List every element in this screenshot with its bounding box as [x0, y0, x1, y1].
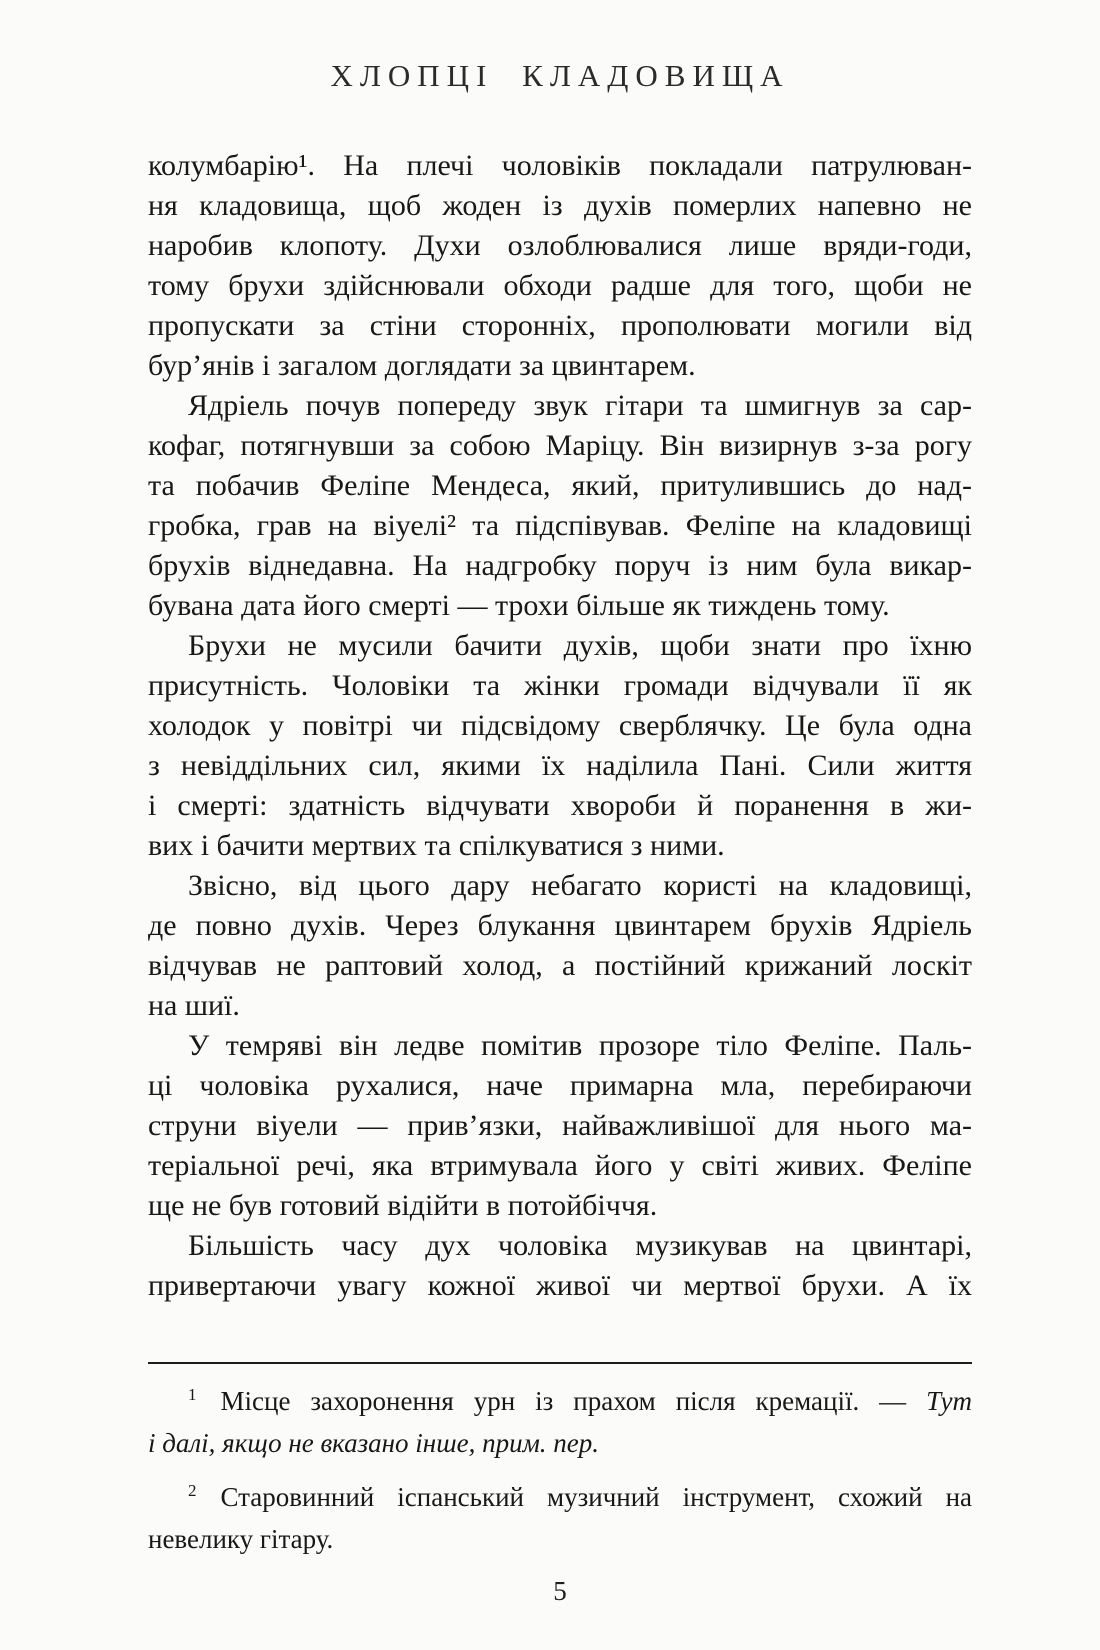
text-segment: колумбарію¹. На плечі чоловіків покладали патрулюван-: [148, 149, 972, 182]
body-line: [148, 466, 972, 506]
text-segment: ня кладовища, щоб жоден із духів померлих напевно не: [148, 189, 972, 222]
footnote-line: [148, 1422, 972, 1464]
text-segment: вих і бачити мертвих та спілкуватися з ними.: [148, 829, 725, 862]
text-segment: бувана дата його смерті — трохи більше як тиждень тому.: [148, 589, 890, 622]
text-segment: та побачив Феліпе Мендеса, який, притулившись до над-: [148, 469, 972, 502]
body-line: [148, 346, 972, 386]
body-line: [148, 186, 972, 226]
text-segment: гробка, грав на віуелі² та підспівував. Феліпе на кладовищі: [148, 509, 972, 542]
body-line: [148, 946, 972, 986]
body-line: [148, 866, 972, 906]
footnote-divider: [148, 1362, 972, 1364]
body-line: [148, 506, 972, 546]
body-line: [148, 1266, 972, 1306]
body-line: [148, 226, 972, 266]
footnote: [148, 1476, 972, 1560]
body-line: [148, 586, 972, 626]
text-segment: тому брухи здійснювали обходи радше для того, щоби не: [148, 269, 972, 302]
text-segment: кофаг, потягнувши за собою Маріцу. Він визирнув з-за рогу: [148, 429, 972, 462]
text-segment: привертаючи увагу кожної живої чи мертвої брухи. А їх: [148, 1269, 972, 1302]
body-line: [148, 306, 972, 346]
footnote-line: [148, 1380, 972, 1422]
body-line: [148, 1146, 972, 1186]
text-segment: відчував не раптовий холод, а постійний крижаний лоскіт: [148, 949, 972, 982]
text-segment: і смерті: здатність відчувати хвороби й поранення в жи-: [148, 789, 972, 822]
body-line: [148, 706, 972, 746]
text-segment: на шиї.: [148, 989, 240, 1022]
body-line: [148, 1226, 972, 1266]
body-text: [148, 146, 972, 1306]
running-header: ХЛОПЦІ КЛАДОВИЩА: [330, 58, 790, 93]
footnote-line: [148, 1476, 972, 1518]
body-line: [148, 626, 972, 666]
text-segment: Брухи не мусили бачити духів, щоби знати про їхню: [188, 629, 972, 662]
text-segment: наробив клопоту. Духи озлоблювалися лише вряди-годи,: [148, 229, 972, 262]
footnote-marker: 2: [188, 1481, 197, 1500]
body-line: [148, 546, 972, 586]
text-segment: теріальної речі, яка втримувала його у світі живих. Феліпе: [148, 1149, 972, 1182]
text-segment: невелику гітару.: [148, 1524, 334, 1554]
body-line: [148, 786, 972, 826]
text-segment: з невіддільних сил, якими їх наділила Пані. Сили життя: [148, 749, 972, 782]
body-line: [148, 146, 972, 186]
body-line: [148, 746, 972, 786]
body-line: [148, 666, 972, 706]
body-line: [148, 426, 972, 466]
body-line: [148, 266, 972, 306]
body-line: [148, 386, 972, 426]
footnotes-section: [148, 1380, 972, 1560]
text-segment: Тут: [926, 1386, 972, 1416]
text-segment: пропускати за стіни сторонніх, прополювати могили від: [148, 309, 972, 342]
text-segment: У темряві він ледве помітив прозоре тіло Феліпе. Паль-: [188, 1029, 972, 1062]
text-segment: струни віуели — прив’язки, найважливішої для нього ма-: [148, 1109, 972, 1142]
footnote: [148, 1380, 972, 1464]
text-segment: ці чоловіка рухалися, наче примарна мла, перебираючи: [148, 1069, 972, 1102]
body-line: [148, 1106, 972, 1146]
footnote-marker: 1: [188, 1385, 197, 1404]
body-line: [148, 826, 972, 866]
body-line: [148, 1026, 972, 1066]
text-segment: де повно духів. Через блукання цвинтарем брухів Ядріель: [148, 909, 972, 942]
text-segment: Місце захоронення урн із прахом після кремації. —: [220, 1386, 927, 1416]
text-segment: холодок у повітрі чи підсвідому сверблячку. Це була одна: [148, 709, 972, 742]
body-line: [148, 1186, 972, 1226]
footnote-line: [148, 1518, 972, 1560]
text-segment: і далі, якщо не вказано інше, прим. пер.: [148, 1428, 600, 1458]
text-segment: присутність. Чоловіки та жінки громади відчували її як: [148, 669, 972, 702]
body-line: [148, 986, 972, 1026]
text-segment: Старовинний іспанський музичний інструмент, схожий на: [220, 1482, 972, 1512]
text-segment: Ядріель почув попереду звук гітари та шмигнув за сар-: [188, 389, 972, 422]
text-segment: Звісно, від цього дару небагато користі на кладовищі,: [188, 869, 972, 902]
text-segment: бур’янів і загалом доглядати за цвинтарем.: [148, 349, 696, 382]
body-line: [148, 1066, 972, 1106]
text-segment: ще не був готовий відійти в потойбіччя.: [148, 1189, 658, 1222]
text-segment: брухів віднедавна. На надгробку поруч із ним була викар-: [148, 549, 972, 582]
text-segment: Більшість часу дух чоловіка музикував на цвинтарі,: [188, 1229, 972, 1262]
body-line: [148, 906, 972, 946]
page-number: 5: [553, 1576, 567, 1606]
